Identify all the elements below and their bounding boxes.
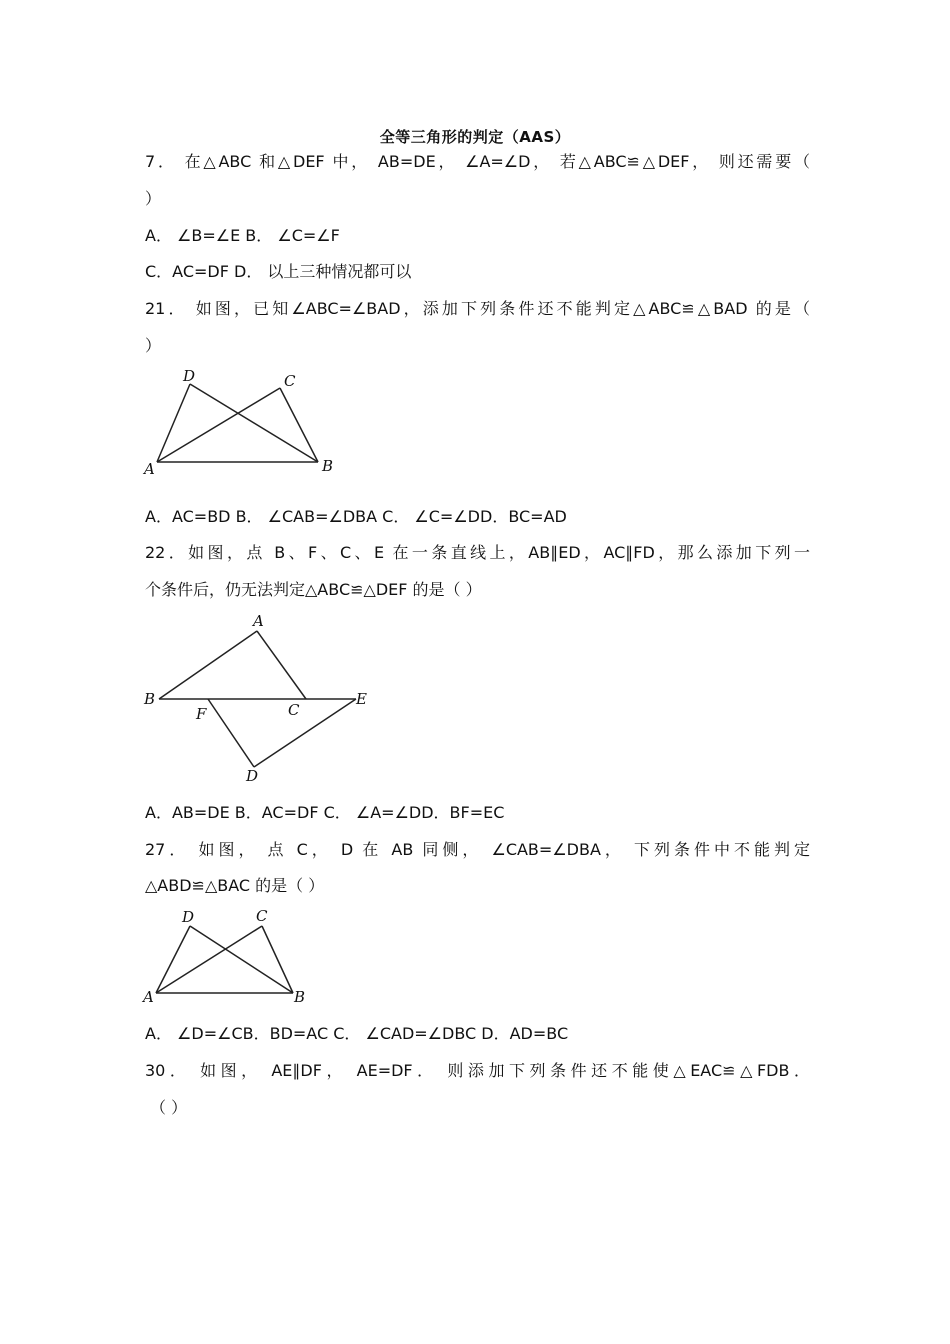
q21-label-d: D xyxy=(183,367,196,385)
q27-figure xyxy=(140,905,320,1010)
q21-stem-line1: 21． 如图，已知∠ABC=∠BAD，添加下列条件还不能判定△ABC≌△BAD 的是（ xyxy=(145,299,810,318)
q22-stem-line1: 22．如图，点 B、F、C、E 在一条直线上，AB∥ED，AC∥FD，那么添加下列一 xyxy=(145,543,810,562)
q22-segment-fd xyxy=(208,699,254,767)
q7-options-line2: C．AC=DF D． 以上三种情况都可以 xyxy=(145,262,412,281)
q22-label-e: E xyxy=(356,690,367,708)
q21-segment-ad xyxy=(157,384,190,462)
q21-label-a: A xyxy=(144,460,155,478)
q30-stem-line2: （ ） xyxy=(150,1098,188,1117)
q22-options: A．AB=DE B．AC=DF C． ∠A=∠DD．BF=EC xyxy=(145,803,505,822)
q21-label-c: C xyxy=(284,372,296,390)
q21-options: A．AC=BD B． ∠CAB=∠DBA C． ∠C=∠DD．BC=AD xyxy=(145,507,567,526)
q27-stem-line2: △ABD≌△BAC 的是（ ） xyxy=(145,876,325,895)
q27-label-b: B xyxy=(294,988,306,1006)
q27-segment-ac xyxy=(156,926,262,993)
q22-label-b: B xyxy=(144,690,156,708)
q22-label-f: F xyxy=(196,705,207,723)
q22-segment-ba xyxy=(159,631,257,699)
q21-stem-line2: ） xyxy=(145,336,162,355)
q21-segment-ac xyxy=(157,388,280,462)
q22-label-d: D xyxy=(246,767,259,785)
q27-label-a: A xyxy=(143,988,154,1006)
q7-stem-line1: 7． 在△ABC 和△DEF 中， AB=DE， ∠A=∠D， 若△ABC≌△DEF， 则还需要（ xyxy=(145,152,810,171)
q27-options: A． ∠D=∠CB．BD=AC C． ∠CAD=∠DBC D．AD=BC xyxy=(145,1024,569,1043)
q22-stem-line2: 个条件后，仍无法判定△ABC≌△DEF 的是（ ） xyxy=(145,580,482,599)
q27-label-d: D xyxy=(182,908,195,926)
q21-label-b: B xyxy=(322,457,334,475)
page-title: 全等三角形的判定（AAS） xyxy=(379,128,571,146)
q22-segment-de xyxy=(254,699,356,767)
q7-options-line1: A． ∠B=∠E B． ∠C=∠F xyxy=(145,226,340,245)
q30-stem-line1: 30． 如图， AE∥DF， AE=DF． 则添加下列条件还不能使△EAC≌△FDB． xyxy=(145,1061,810,1080)
q22-figure xyxy=(140,610,380,790)
q7-stem-line2: ） xyxy=(145,189,162,208)
q22-label-a: A xyxy=(253,612,264,630)
q27-stem-line1: 27． 如图， 点 C， D 在 AB 同侧， ∠CAB=∠DBA， 下列条件中不能判定 xyxy=(145,840,810,859)
q22-label-c: C xyxy=(288,701,300,719)
q22-segment-ac xyxy=(257,631,306,699)
q27-label-c: C xyxy=(256,907,268,925)
q21-figure xyxy=(140,365,350,480)
